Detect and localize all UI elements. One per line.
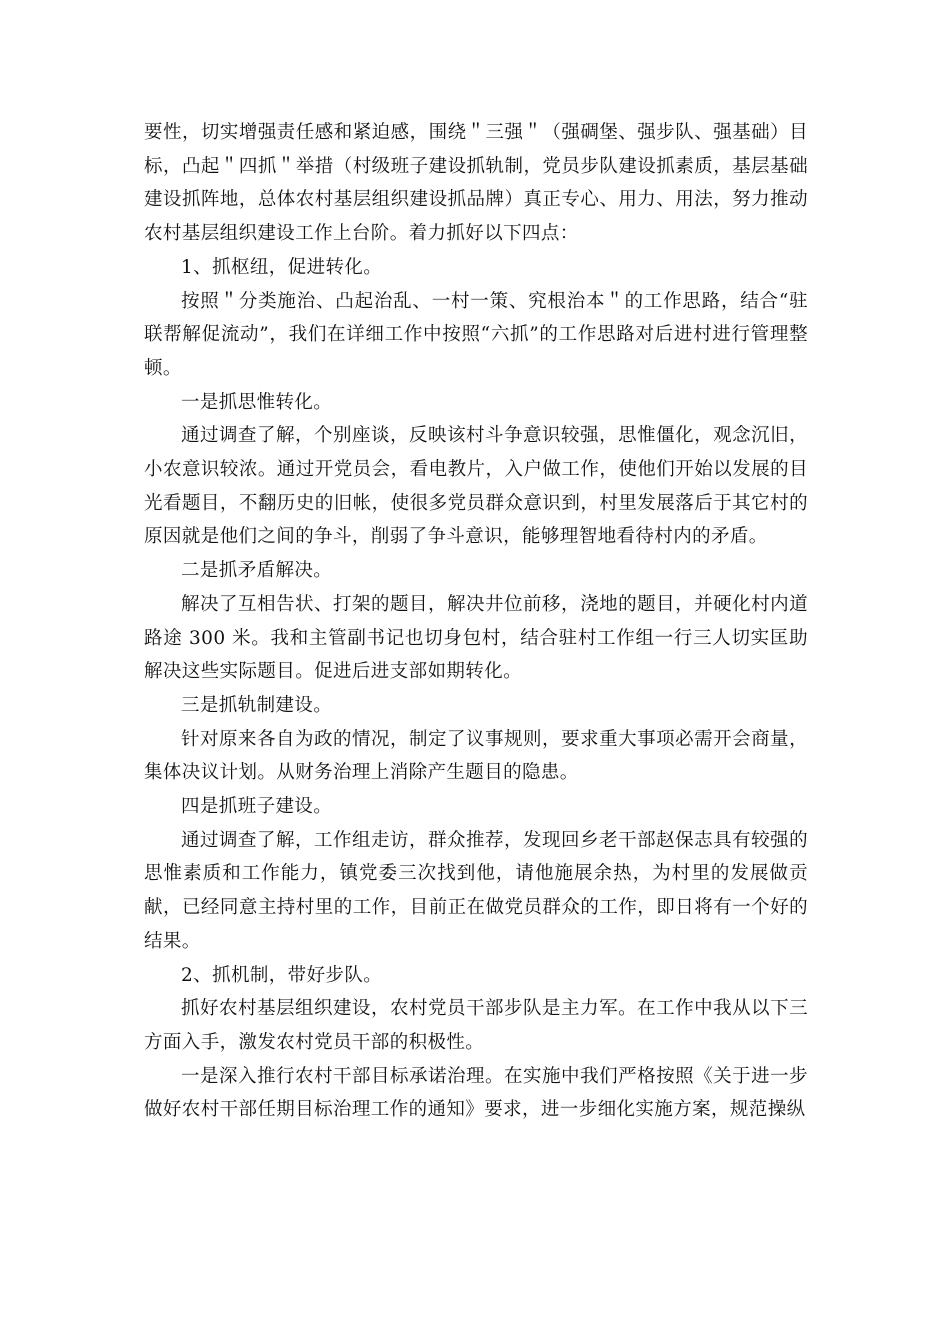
paragraph: 通过调查了解，个别座谈，反映该村斗争意识较强，思惟僵化，观念沉旧，小农意识较浓。通过开党员会，看电教片，入户做工作，使他们开始以发展的目光看题目，不翻历史的旧帐，使很多党员群众意识到，村里发展落后于其它村的原因就是他们之间的争斗，削弱了争斗意识，能够理智地看待村内的矛盾。 [144, 425, 808, 548]
subheading: 三是抓轨制建设。 [181, 694, 333, 716]
section-heading-1: 1、抓枢纽，促进转化。 [181, 256, 383, 278]
paragraph: 按照＂分类施治、凸起治乱、一村一策、究根治本＂的工作思路，结合“驻联帮解促流动”，我们在详细工作中按照“六抓”的工作思路对后进村进行管理整顿。 [144, 290, 808, 379]
paragraph: 一是深入推行农村干部目标承诺治理。在实施中我们严格按照《关于进一步做好农村干部任期目标治理工作的通知》要求，进一步细化实施方案，规范操纵 [144, 1065, 808, 1121]
paragraph: 针对原来各自为政的情况，制定了议事规则，要求重大事项必需开会商量，集体决议计划。从财务治理上消除产生题目的隐患。 [144, 728, 808, 784]
subheading: 一是抓思惟转化。 [181, 391, 333, 413]
subheading: 二是抓矛盾解决。 [181, 560, 333, 582]
document-body [144, 116, 808, 1127]
paragraph: 解决了互相告状、打架的题目，解决井位前移，浇地的题目，并硬化村内道路途 300 米。我和主管副书记也切身包村，结合驻村工作组一行三人切实匡助解决这些实际题目。促进后进支部如期转化。 [144, 593, 808, 683]
paragraph: 抓好农村基层组织建设，农村党员干部步队是主力军。在工作中我从以下三方面入手，激发农村党员干部的积极性。 [144, 998, 808, 1053]
subheading: 四是抓班子建设。 [181, 796, 333, 818]
paragraph-intro: 要性，切实增强责任感和紧迫感，围绕＂三强＂（强碉堡、强步队、强基础）目标，凸起＂四抓＂举措（村级班子建设抓轨制，党员步队建设抓素质，基层基础建设抓阵地，总体农村基层组织建设抓品牌）真正专心、用力、用法，努力推动农村基层组织建设工作上台阶。着力抓好以下四点： [144, 122, 808, 245]
section-heading-2: 2、抓机制，带好步队。 [181, 964, 383, 986]
paragraph: 通过调查了解，工作组走访，群众推荐，发现回乡老干部赵保志具有较强的思惟素质和工作能力，镇党委三次找到他，请他施展余热，为村里的发展做贡献，已经同意主持村里的工作，目前正在做党员群众的工作，即日将有一个好的结果。 [144, 829, 808, 952]
